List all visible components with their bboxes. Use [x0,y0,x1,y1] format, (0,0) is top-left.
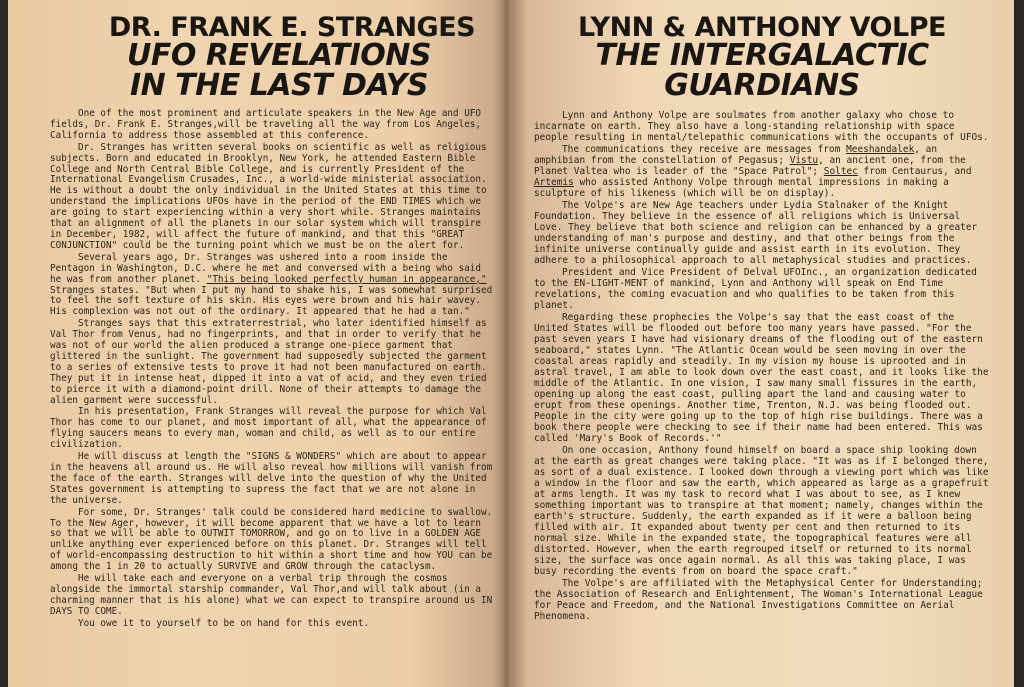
left-article-body [50,109,494,630]
background-edge [1014,0,1024,687]
left-paragraph-1: One of the most prominent and articulate speakers in the New Age and UFO fields, Dr. Frank E. Stranges,will be traveling all the way from Los Angeles, California to address those assembled at this conference. [50,108,481,141]
left-paragraph-8: He will take each and everyone on a verbal trip through the cosmos alongside the immortal starship commander, Val Thor,and will talk about (in a charming manner that is his alone) what we can expect to transpire around us IN DAYS TO COME. [50,573,493,617]
left-title-line-1: UFO REVELATIONS [127,38,431,73]
right-title-line-1: THE INTERGALACTIC [595,38,929,73]
right-paragraph-4: President and Vice President of Delval UFOInc., an organization dedicated to the EN-LIGHT-MENT of mankind, Lynn and Anthony will speak on End Time revelations, the coming evacuation and who qualifies to be taken from this planet. [534,267,977,311]
right-article-body [534,110,990,622]
entity-name-meeshandalek: Meeshandalek [846,144,915,155]
right-paragraph-2 [534,144,990,199]
left-paragraph-3 [50,253,494,318]
entity-name-vistu: Vistu [789,155,819,166]
right-paragraph-2-text-d: from Centaurus, and [857,166,972,177]
left-speaker-name: DR. FRANK E. STRANGES [108,12,476,43]
right-paragraph-7: The Volpe's are affiliated with the Metaphysical Center for Understanding; the Association of Research and Enlightenment, The Woman's International League for Peace and Freedom, and the National Investigations Committee on Aerial Phenomena. [534,578,983,622]
right-paragraph-2-text-c: , an ancient one, from the Planet Valtea who is leader of the "Space Patrol"; [534,155,966,177]
left-paragraph-3-tail: Stranges states. "But when I put my hand to shake his, I was somewhat surprised to feel the soft texture of his skin. His eyes were brown and his hair wavey. His complexion was not out of the ordinary. It appeared that he had a tan." [50,284,493,318]
left-paragraph-5: In his presentation, Frank Stranges will reveal the purpose for which Val Thor has come to our planet, and most important of all, what the appearance of flying saucers means to every man, woman and child, as well as to our entire civilization. [50,406,487,451]
right-paragraph-1: Lynn and Anthony Volpe are soulmates from another galaxy who chose to incarnate on earth. They also have a long-standing relationship with space people resulting in mental/telepathic communications with the occupants of UFOs. [534,110,989,143]
left-paragraph-6: He will discuss at length the "SIGNS & WONDERS" which are about to appear in the heavens all around us. He will also reveal how millions will vanish from the face of the earth. Stranges will delve into the question of why the United States government is attempting to supress the fact that we are not alone in the universe. [50,451,493,506]
left-paragraph-4: Stranges says that this extraterrestrial, who later identified himself as Val Thor from Venus, had no fingerprints, and that in order to verify that he was not of our world the alien produced a strange one-piece garment that glittered in the sunlight. The government had supposedly subjected the garment to a series of extensive tests to prove it had not been manufactured on earth. They put it in intense heat, dipped it into a vat of acid, and they even tried to pierce it with a diamond-point drill. None of their attempts to damage the alien garment were successful. [50,318,487,406]
right-paragraph-2-text-e: who assisted Anthony Volpe through mental impressions in making a sculpture of his likeness (which will be on display). [534,177,949,199]
right-paragraph-5: Regarding these prophecies the Volpe's say that the east coast of the United States will be flooded out before too many years have passed. "For the past seven years I have had visionary dreams of the flooding out of the eastern seaboard," states Lynn. "The Atlantic Ocean would be seen moving in over the coastal areas rapidly and steadily. In my vision my house is uprooted and in astral travel, I am able to look down over the east coast, and it looks like the middle of the Atlantic. In one vision, I saw many small fissures in the earth, opening up along the east coast, pulling apart the land and causing water to erupt from these openings. Another time, Trenton, N.J. was being flooded out. People in the city were going up to the top of high rise buildings. There was a book there people were checking to see if their name had been entered. This was called 'Mary's Book of Records.'" [534,312,989,444]
left-paragraph-7: For some, Dr. Stranges' talk could be considered hard medicine to swallow. To the New Ager, however, it will become apparent that we have a lot to learn so that we will be able to OUTWIT TOMORROW, and go on to live in a GOLDEN AGE unlike anything ever experienced before on this planet. Dr. Stranges will tell of world-encompassing destruction to hit within a short time and how YOU can be among the 1 in 20 to actually SURVIVE and GROW through the cataclysm. [50,506,493,573]
right-speaker-name: LYNN & ANTHONY VOLPE [578,12,946,43]
right-page [508,0,1014,687]
right-paragraph-6: On one occasion, Anthony found himself on board a space ship looking down at the earth as great changes were taking place. "It was as if I belonged there, as sort of a dual existence. I looked down through a viewing port which was like a window in the floor and saw the earth, which appeared as large as a grapefruit at arms length. It was my task to record what I was about to see, as I knew something important was to transpire at that moment; namely, changes within the earth's structure. Suddenly, the earth expanded as if it were a balloon being filled with air. It expanded about twenty per cent and then returned to its normal size. While in the expanded state, the topographical features were all distorted. However, when the earth regrouped itself or returned to its normal size, the surface was once again normal. As all this was taking place, I was busy recording the events from on board the space craft." [534,445,989,577]
left-title-line-2: IN THE LAST DAYS [129,68,429,103]
left-paragraph-3-text: Several years ago, Dr. Stranges was ushered into a room inside the Pentagon in Washington, D.C. where he met and conversed with a being who said he was from another planet. [50,251,481,285]
right-paragraph-3: The Volpe's are New Age teachers under Lydia Stalnaker of the Knight Foundation. They believe in the essence of all religions which is Universal Love. They believe that both science and religion can be enhanced by a greater understanding of man's purpose and destiny, and that other beings from the infinite universe continually guide and assist earth in its evolution. They adhere to a philosophical approach to all metaphysical studies and practices. [534,200,978,266]
left-page [8,0,508,687]
entity-name-soltec: Soltec [823,166,858,177]
entity-name-artemis: Artemis [534,177,574,188]
right-paragraph-2-text-a: The communications they receive are messages from [562,144,847,155]
underlined-quote: "This being looked perfectly human in appearance," [206,273,487,285]
right-title-line-2: GUARDIANS [664,68,860,103]
left-paragraph-9: You owe it to yourself to be on hand for this event. [78,617,370,629]
right-paragraph-2-text-b: , an amphibian from the constellation of Pegasus; [534,144,938,166]
left-paragraph-2: Dr. Stranges has written several books on scientific as well as religious subjects. Born and educated in Brooklyn, New York, he attended Eastern Bible College and North Central Bible College, and is currently President of the International Evangelism Crusades, Inc., a world-wide ministerial association. He is without a doubt the only individual in the United States at this time to understand the implications UFOs have in the period of the END TIMES which we are going to start experiencing within a very short while. Stranges maintains that an alignment of all the planets in our solar system which will transpire in December, 1982, will affect the future of mankind, and that this "GREAT CONJUNCTION" could be the turning point which we must be on the alert for. [50,141,487,251]
